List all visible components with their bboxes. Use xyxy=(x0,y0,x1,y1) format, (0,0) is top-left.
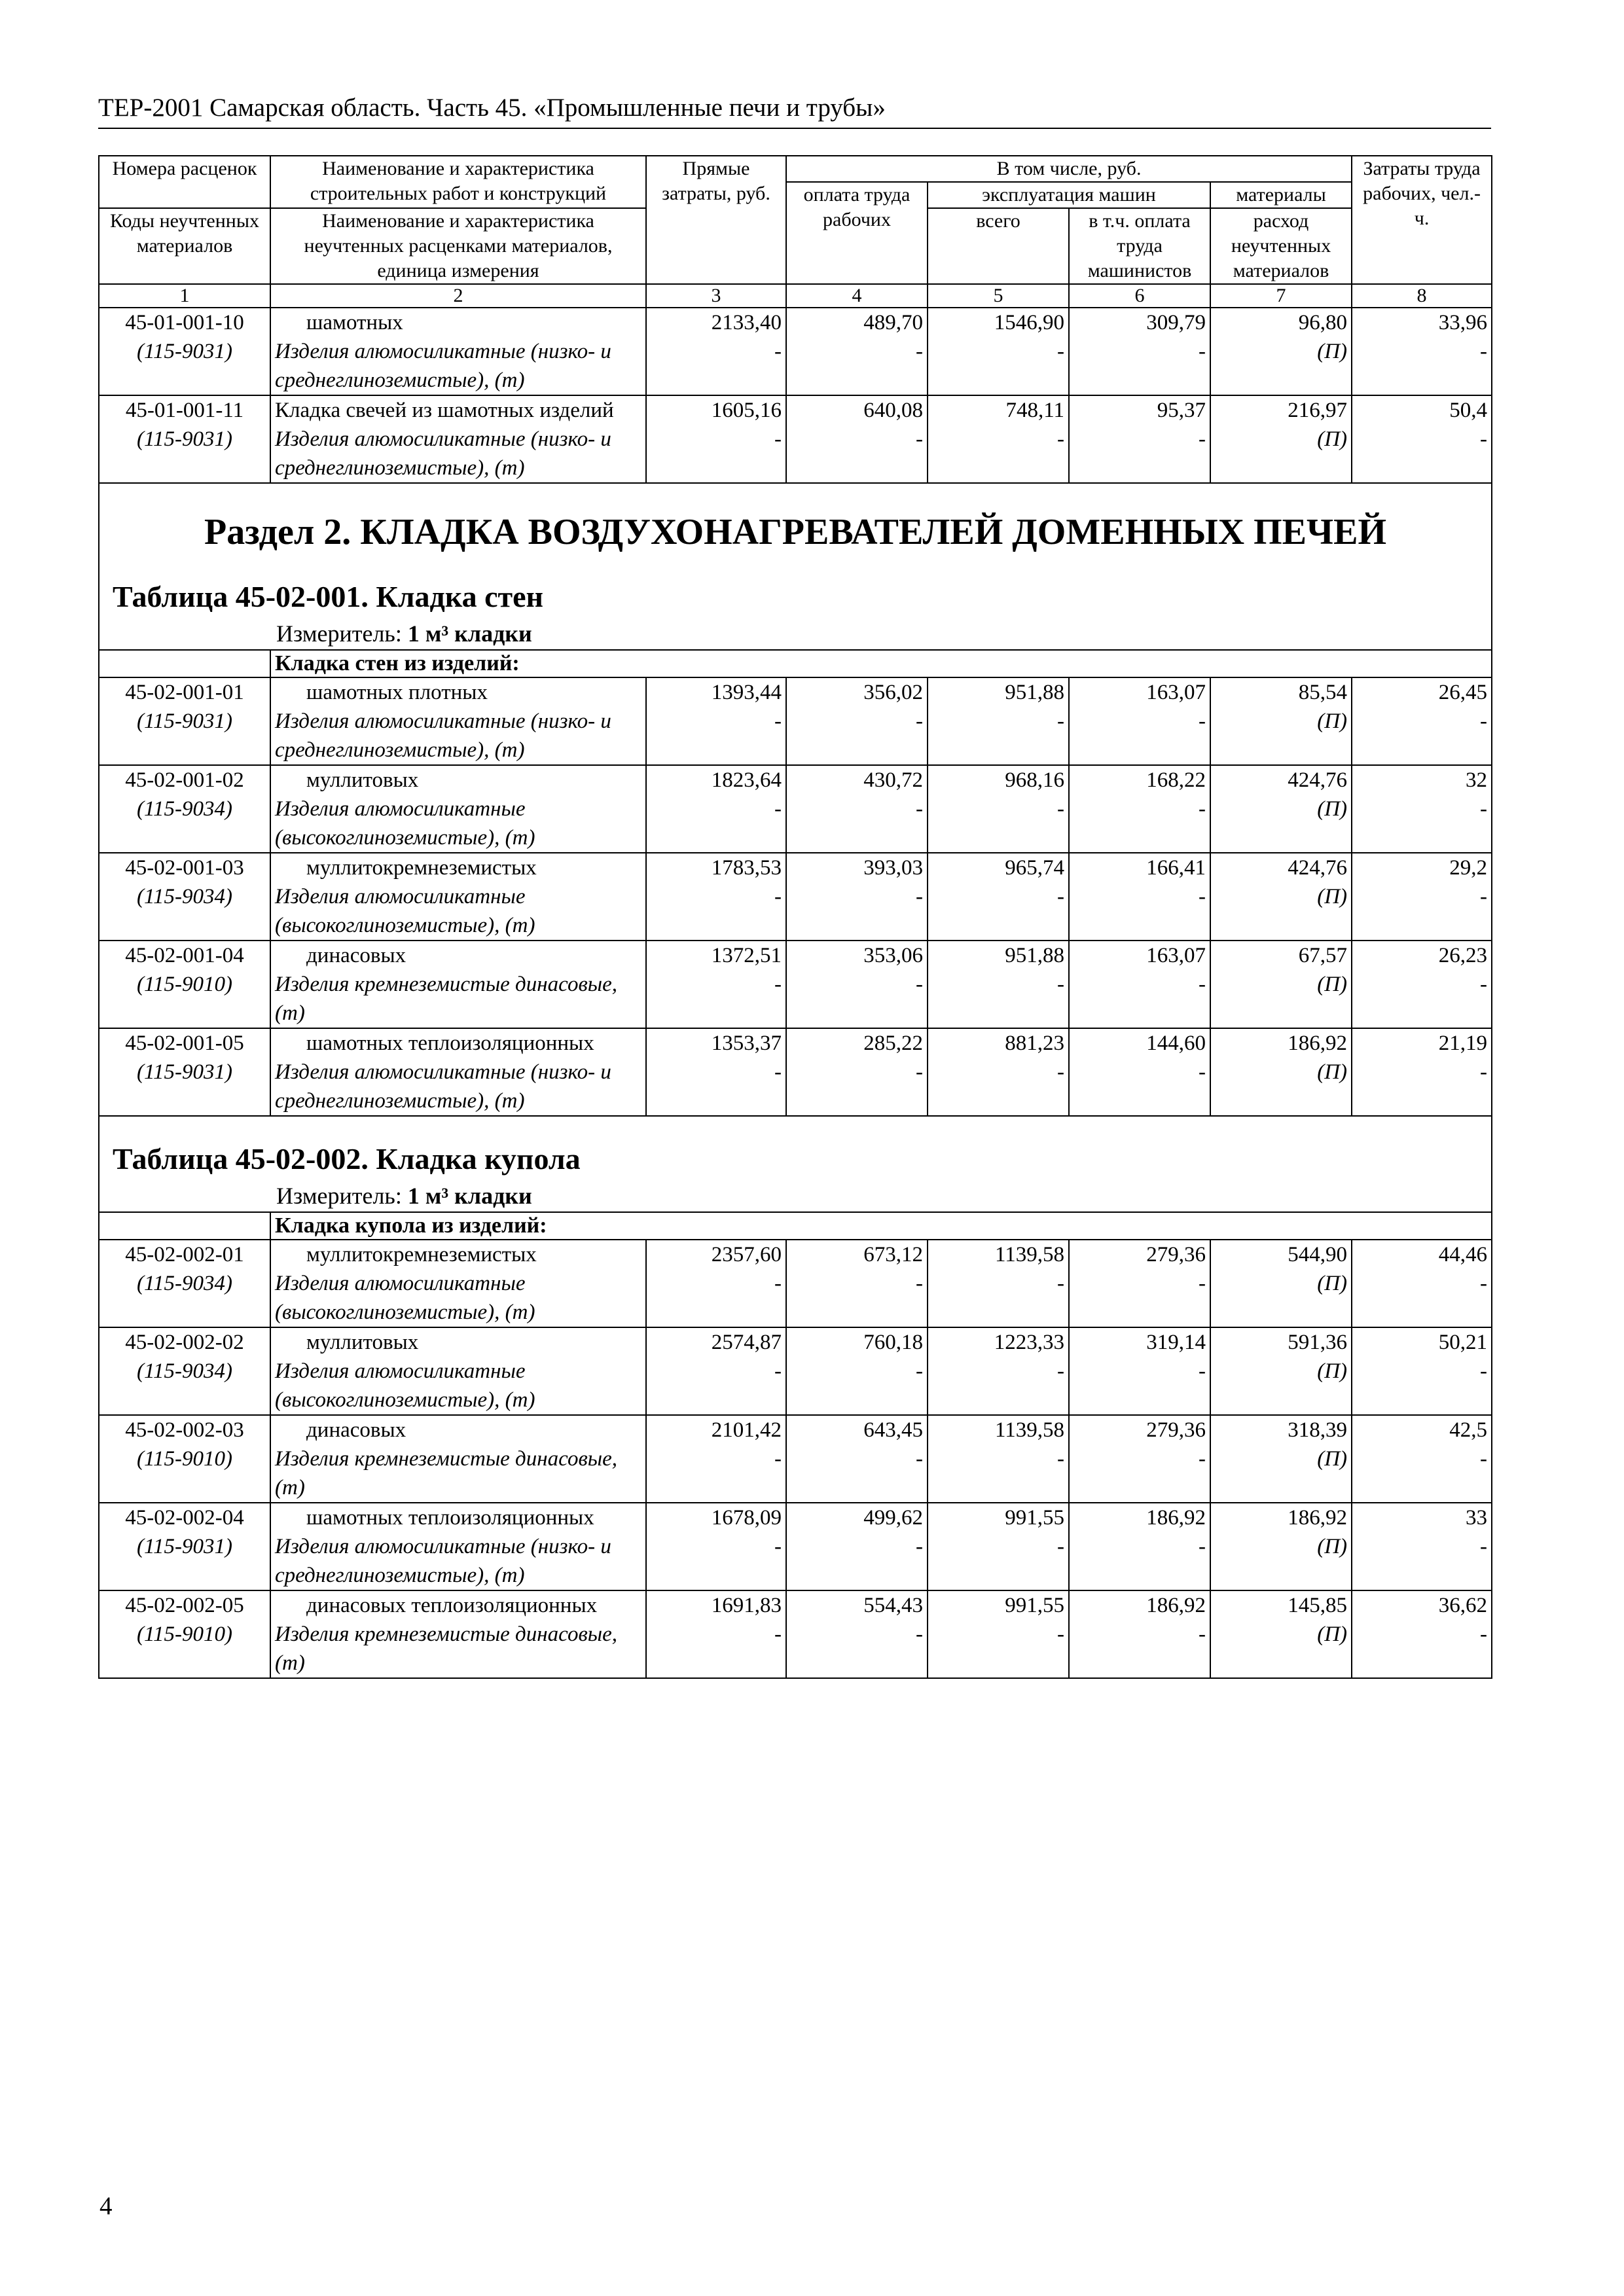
col-header-2-top: Наименование и характеристика строительных работ и конструкций xyxy=(270,156,646,208)
machinist-pay: 186,92 - xyxy=(1069,1503,1210,1590)
material-name: Изделия алюмосиликатные (низко- и среднеглиноземистые), (т) xyxy=(275,1060,611,1113)
material-name: Изделия алюмосиликатные (низко- и среднеглиноземистые), (т) xyxy=(275,1535,611,1587)
col-header-group: В том числе, руб. xyxy=(786,156,1352,182)
section-cell xyxy=(99,483,1492,650)
machinist-pay: 144,60 - xyxy=(1069,1028,1210,1116)
labor-hours: 21,19 - xyxy=(1352,1028,1492,1116)
rate-code-cell xyxy=(99,853,270,941)
material-flag: (П) xyxy=(1317,1060,1348,1084)
rate-code-cell xyxy=(99,1503,270,1590)
material-name: Изделия алюмосиликатные (низко- и среднеглиноземистые), (т) xyxy=(275,709,611,762)
rate-code-cell xyxy=(99,1028,270,1116)
meter-label: Измеритель: xyxy=(276,1183,402,1209)
name-cell xyxy=(270,1590,646,1678)
rate-code: 45-02-002-01 xyxy=(125,1243,244,1266)
name-cell xyxy=(270,1327,646,1415)
rate-code-cell xyxy=(99,1590,270,1678)
name-cell xyxy=(270,941,646,1028)
col-header-1-bottom: Коды неучтенных материалов xyxy=(99,208,270,284)
machinist-pay: 279,36 - xyxy=(1069,1415,1210,1503)
material-code: (115-9010) xyxy=(136,973,233,996)
table1-rows xyxy=(99,677,1492,1116)
rate-code-cell xyxy=(99,1240,270,1327)
labor-hours: 42,5 - xyxy=(1352,1415,1492,1503)
material-name: Изделия алюмосиликатные (высокоглиноземистые), (т) xyxy=(275,885,535,937)
material-name: Изделия алюмосиликатные (высокоглиноземистые), (т) xyxy=(275,1359,535,1412)
materials-cost: 67,57 (П) xyxy=(1210,941,1352,1028)
labor-pay: 430,72 - xyxy=(786,765,928,853)
col-num-2: 2 xyxy=(270,284,646,308)
machines-total: 968,16 - xyxy=(928,765,1069,853)
material-name: Изделия алюмосиликатные (низко- и среднеглиноземистые), (т) xyxy=(275,427,611,480)
materials-cost: 216,97 (П) xyxy=(1210,395,1352,483)
work-name: муллитокремнеземистых xyxy=(306,856,537,880)
top-rows xyxy=(99,308,1492,483)
material-code: (115-9031) xyxy=(136,1060,233,1084)
table-header xyxy=(99,156,1492,308)
price-table xyxy=(98,155,1492,1679)
table-row xyxy=(99,1240,1492,1327)
direct-cost: 1353,37 - xyxy=(646,1028,786,1116)
col-header-8: Затраты труда рабочих, чел.-ч. xyxy=(1352,156,1492,284)
machinist-pay: 95,37 - xyxy=(1069,395,1210,483)
labor-pay: 760,18 - xyxy=(786,1327,928,1415)
name-cell xyxy=(270,853,646,941)
work-name: динасовых xyxy=(306,1418,406,1442)
rate-code-cell xyxy=(99,941,270,1028)
col-num-4: 4 xyxy=(786,284,928,308)
page-number: 4 xyxy=(99,2192,113,2220)
labor-pay: 489,70 - xyxy=(786,308,928,395)
table-row xyxy=(99,941,1492,1028)
table2-rows xyxy=(99,1240,1492,1678)
direct-cost: 1823,64 - xyxy=(646,765,786,853)
direct-cost: 1605,16 - xyxy=(646,395,786,483)
machinist-pay: 309,79 - xyxy=(1069,308,1210,395)
direct-cost: 1783,53 - xyxy=(646,853,786,941)
materials-cost: 591,36 (П) xyxy=(1210,1327,1352,1415)
meter-label: Измеритель: xyxy=(276,620,402,647)
col-header-2-bottom: Наименование и характеристика неучтенных расценками материалов, единица измерения xyxy=(270,208,646,284)
machines-total: 881,23 - xyxy=(928,1028,1069,1116)
machinist-pay: 319,14 - xyxy=(1069,1327,1210,1415)
table-row xyxy=(99,395,1492,483)
table-row xyxy=(99,853,1492,941)
col-header-6: в т.ч. оплата труда машинистов xyxy=(1069,208,1210,284)
rate-code: 45-02-001-02 xyxy=(125,768,244,792)
table1-meter xyxy=(276,618,1478,649)
material-flag: (П) xyxy=(1317,973,1348,996)
direct-cost: 1372,51 - xyxy=(646,941,786,1028)
labor-hours: 36,62 - xyxy=(1352,1590,1492,1678)
material-flag: (П) xyxy=(1317,885,1348,908)
machines-total: 951,88 - xyxy=(928,677,1069,765)
rate-code: 45-02-001-04 xyxy=(125,944,244,967)
rate-code: 45-02-001-05 xyxy=(125,1031,244,1055)
materials-cost: 145,85 (П) xyxy=(1210,1590,1352,1678)
material-name: Изделия алюмосиликатные (низко- и среднеглиноземистые), (т) xyxy=(275,340,611,392)
material-flag: (П) xyxy=(1317,1535,1348,1558)
material-name: Изделия кремнеземистые динасовые, (т) xyxy=(275,1623,618,1675)
material-code: (115-9010) xyxy=(136,1447,233,1471)
machines-total: 1546,90 - xyxy=(928,308,1069,395)
machinist-pay: 166,41 - xyxy=(1069,853,1210,941)
name-cell xyxy=(270,308,646,395)
machinist-pay: 163,07 - xyxy=(1069,941,1210,1028)
rate-code: 45-01-001-11 xyxy=(125,399,244,422)
table1-title: Таблица 45-02-001. Кладка стен xyxy=(113,580,544,613)
material-flag: (П) xyxy=(1317,709,1348,733)
material-flag: (П) xyxy=(1317,1447,1348,1471)
table-row xyxy=(99,308,1492,395)
col-header-5: всего xyxy=(928,208,1069,284)
name-cell xyxy=(270,1503,646,1590)
table2-block xyxy=(99,1116,1492,1240)
machinist-pay: 168,22 - xyxy=(1069,765,1210,853)
direct-cost: 1393,44 - xyxy=(646,677,786,765)
col-num-1: 1 xyxy=(99,284,270,308)
col-header-4: оплата труда рабочих xyxy=(786,182,928,284)
rate-code-cell xyxy=(99,1415,270,1503)
material-name: Изделия кремнеземистые динасовые, (т) xyxy=(275,973,618,1025)
material-code: (115-9034) xyxy=(136,797,233,821)
labor-hours: 26,23 - xyxy=(1352,941,1492,1028)
labor-hours: 44,46 - xyxy=(1352,1240,1492,1327)
labor-pay: 643,45 - xyxy=(786,1415,928,1503)
materials-cost: 186,92 (П) xyxy=(1210,1503,1352,1590)
rate-code-cell xyxy=(99,1327,270,1415)
machines-total: 1139,58 - xyxy=(928,1240,1069,1327)
labor-hours: 33 - xyxy=(1352,1503,1492,1590)
machines-total: 991,55 - xyxy=(928,1590,1069,1678)
work-name: динасовых xyxy=(306,944,406,967)
material-code: (115-9034) xyxy=(136,885,233,908)
labor-hours: 50,21 - xyxy=(1352,1327,1492,1415)
material-code: (115-9031) xyxy=(136,427,233,451)
direct-cost: 1678,09 - xyxy=(646,1503,786,1590)
material-flag: (П) xyxy=(1317,427,1348,451)
col-header-1-top: Номера расценок xyxy=(99,156,270,208)
labor-pay: 285,22 - xyxy=(786,1028,928,1116)
section-title: Раздел 2. КЛАДКА ВОЗДУХОНАГРЕВАТЕЛЕЙ ДОМЕННЫХ ПЕЧЕЙ xyxy=(204,512,1387,552)
material-name: Изделия кремнеземистые динасовые, (т) xyxy=(275,1447,618,1499)
material-code: (115-9031) xyxy=(136,340,233,363)
rate-code: 45-02-002-05 xyxy=(125,1594,244,1617)
rate-code-cell xyxy=(99,677,270,765)
labor-pay: 353,06 - xyxy=(786,941,928,1028)
material-code: (115-9031) xyxy=(136,1535,233,1558)
direct-cost: 2357,60 - xyxy=(646,1240,786,1327)
table2-subhead: Кладка купола из изделий: xyxy=(270,1212,1492,1240)
table-row xyxy=(99,765,1492,853)
table2-meter xyxy=(276,1180,1478,1211)
material-code: (115-9034) xyxy=(136,1359,233,1383)
labor-hours: 26,45 - xyxy=(1352,677,1492,765)
rate-code: 45-02-001-03 xyxy=(125,856,244,880)
table-row xyxy=(99,677,1492,765)
work-name: муллитовых xyxy=(306,768,419,792)
col-header-7: расход неучтенных материалов xyxy=(1210,208,1352,284)
name-cell xyxy=(270,765,646,853)
table-row xyxy=(99,1590,1492,1678)
work-name: шамотных теплоизоляционных xyxy=(306,1031,594,1055)
rate-code-cell xyxy=(99,308,270,395)
material-name: Изделия алюмосиликатные (высокоглиноземистые), (т) xyxy=(275,1272,535,1324)
rate-code: 45-02-002-04 xyxy=(125,1506,244,1530)
meter-value: 1 м³ кладки xyxy=(407,1183,532,1209)
name-cell xyxy=(270,1028,646,1116)
rate-code: 45-02-001-01 xyxy=(125,681,244,704)
col-num-8: 8 xyxy=(1352,284,1492,308)
table2-title: Таблица 45-02-002. Кладка купола xyxy=(113,1142,581,1175)
materials-cost: 85,54 (П) xyxy=(1210,677,1352,765)
labor-pay: 554,43 - xyxy=(786,1590,928,1678)
machines-total: 951,88 - xyxy=(928,941,1069,1028)
work-name: динасовых теплоизоляционных xyxy=(306,1594,598,1617)
direct-cost: 2574,87 - xyxy=(646,1327,786,1415)
machines-total: 965,74 - xyxy=(928,853,1069,941)
machinist-pay: 186,92 - xyxy=(1069,1590,1210,1678)
rate-code: 45-02-002-03 xyxy=(125,1418,244,1442)
labor-hours: 32 - xyxy=(1352,765,1492,853)
col-header-machines: эксплуатация машин xyxy=(928,182,1210,208)
table1-subhead: Кладка стен из изделий: xyxy=(270,650,1492,677)
material-flag: (П) xyxy=(1317,1359,1348,1383)
work-name: Кладка свечей из шамотных изделий xyxy=(275,399,614,422)
rate-code-cell xyxy=(99,765,270,853)
col-num-6: 6 xyxy=(1069,284,1210,308)
table-row xyxy=(99,1028,1492,1116)
subhead-spacer xyxy=(99,650,270,677)
rate-code: 45-01-001-10 xyxy=(125,311,244,334)
section-block xyxy=(99,483,1492,677)
table-row xyxy=(99,1503,1492,1590)
labor-pay: 499,62 - xyxy=(786,1503,928,1590)
machines-total: 1223,33 - xyxy=(928,1327,1069,1415)
materials-cost: 544,90 (П) xyxy=(1210,1240,1352,1327)
subhead-spacer xyxy=(99,1212,270,1240)
direct-cost: 2101,42 - xyxy=(646,1415,786,1503)
work-name: муллитовых xyxy=(306,1331,419,1354)
labor-pay: 356,02 - xyxy=(786,677,928,765)
material-code: (115-9010) xyxy=(136,1623,233,1646)
material-code: (115-9034) xyxy=(136,1272,233,1295)
table-row xyxy=(99,1415,1492,1503)
direct-cost: 2133,40 - xyxy=(646,308,786,395)
labor-hours: 29,2 - xyxy=(1352,853,1492,941)
labor-pay: 393,03 - xyxy=(786,853,928,941)
materials-cost: 96,80 (П) xyxy=(1210,308,1352,395)
labor-pay: 640,08 - xyxy=(786,395,928,483)
labor-hours: 33,96 - xyxy=(1352,308,1492,395)
material-flag: (П) xyxy=(1317,797,1348,821)
work-name: шамотных плотных xyxy=(306,681,488,704)
labor-pay: 673,12 - xyxy=(786,1240,928,1327)
work-name: шамотных теплоизоляционных xyxy=(306,1506,594,1530)
material-name: Изделия алюмосиликатные (высокоглиноземистые), (т) xyxy=(275,797,535,850)
machinist-pay: 163,07 - xyxy=(1069,677,1210,765)
machines-total: 748,11 - xyxy=(928,395,1069,483)
name-cell xyxy=(270,1240,646,1327)
work-name: муллитокремнеземистых xyxy=(306,1243,537,1266)
materials-cost: 424,76 (П) xyxy=(1210,765,1352,853)
materials-cost: 318,39 (П) xyxy=(1210,1415,1352,1503)
rate-code-cell xyxy=(99,395,270,483)
table2-heading-cell xyxy=(99,1116,1492,1212)
machines-total: 1139,58 - xyxy=(928,1415,1069,1503)
rate-code: 45-02-002-02 xyxy=(125,1331,244,1354)
col-header-3: Прямые затраты, руб. xyxy=(646,156,786,284)
machines-total: 991,55 - xyxy=(928,1503,1069,1590)
material-flag: (П) xyxy=(1317,340,1348,363)
name-cell xyxy=(270,1415,646,1503)
machinist-pay: 279,36 - xyxy=(1069,1240,1210,1327)
col-header-materials: материалы xyxy=(1210,182,1352,208)
material-flag: (П) xyxy=(1317,1272,1348,1295)
name-cell xyxy=(270,677,646,765)
meter-value: 1 м³ кладки xyxy=(407,620,532,647)
name-cell xyxy=(270,395,646,483)
material-code: (115-9031) xyxy=(136,709,233,733)
col-num-5: 5 xyxy=(928,284,1069,308)
labor-hours: 50,4 - xyxy=(1352,395,1492,483)
running-header: ТЕР-2001 Самарская область. Часть 45. «Промышленные печи и трубы» xyxy=(98,93,1491,129)
materials-cost: 186,92 (П) xyxy=(1210,1028,1352,1116)
direct-cost: 1691,83 - xyxy=(646,1590,786,1678)
col-num-7: 7 xyxy=(1210,284,1352,308)
materials-cost: 424,76 (П) xyxy=(1210,853,1352,941)
col-num-3: 3 xyxy=(646,284,786,308)
table-row xyxy=(99,1327,1492,1415)
material-flag: (П) xyxy=(1317,1623,1348,1646)
work-name: шамотных xyxy=(306,311,403,334)
